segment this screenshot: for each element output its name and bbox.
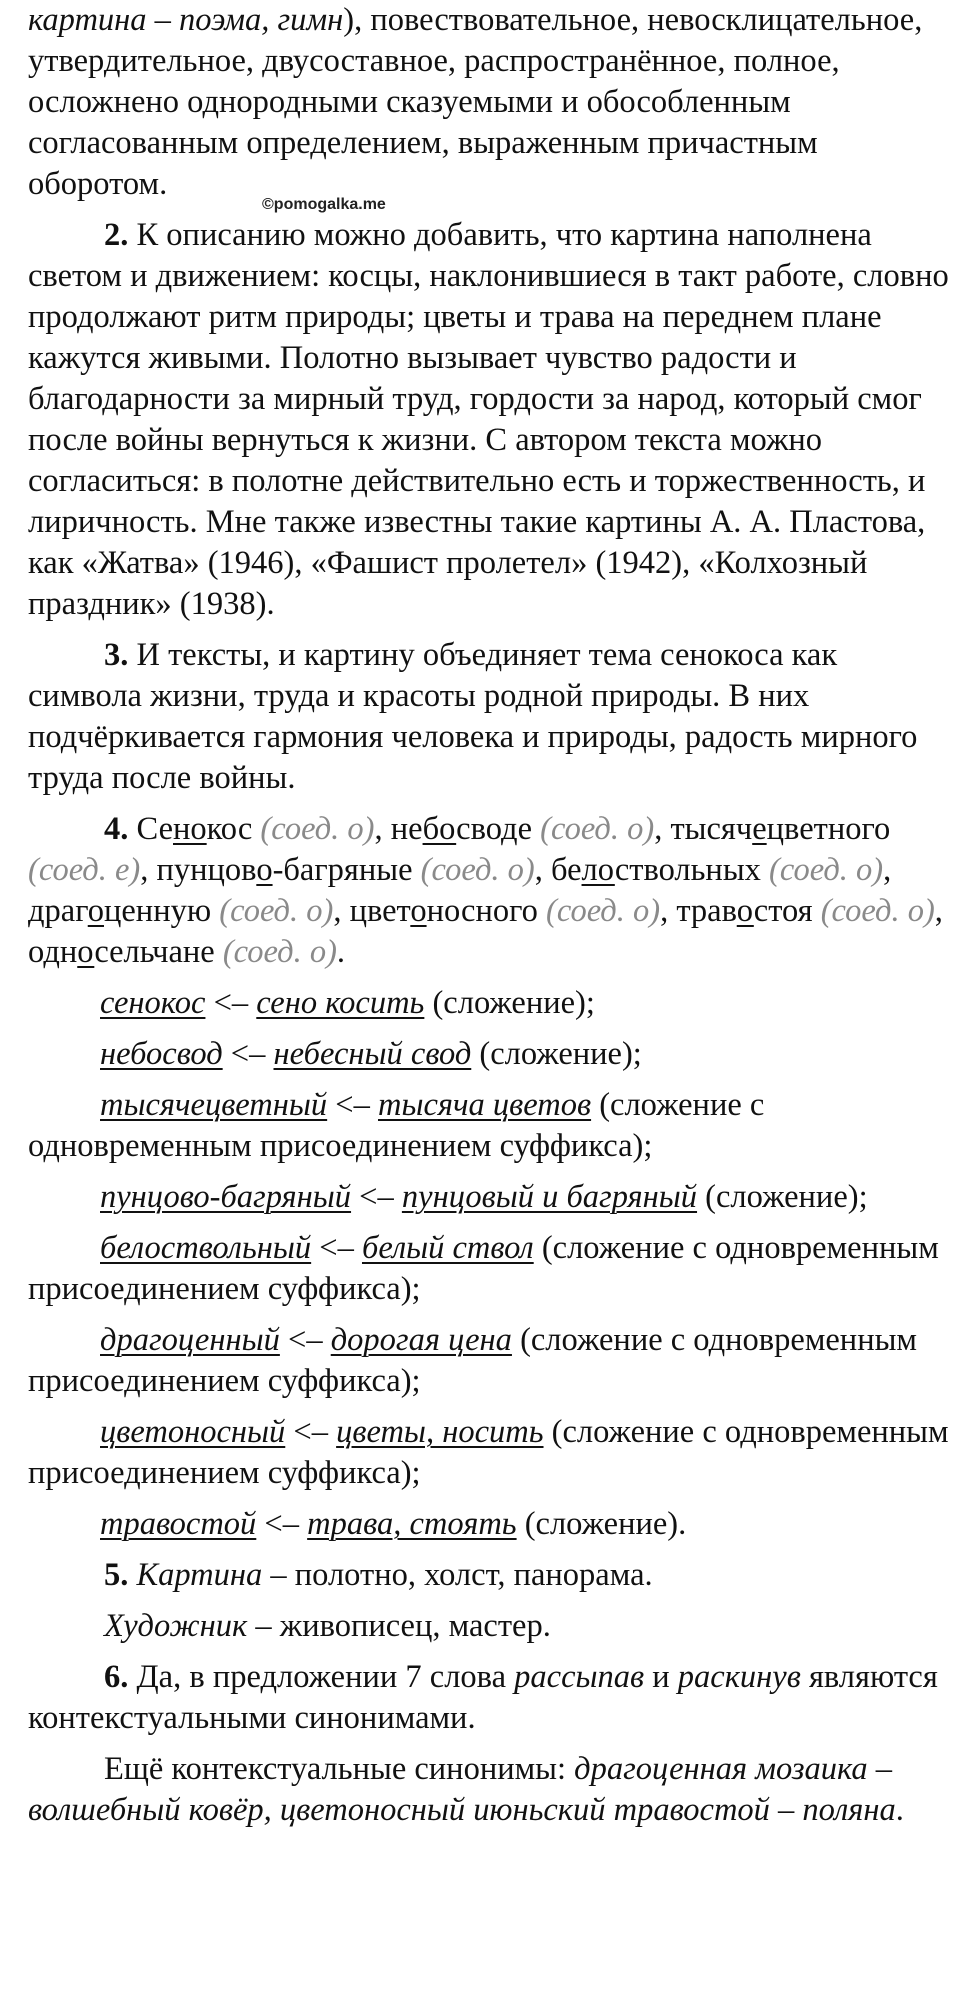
derivation-row: драгоценный <– дорогая цена (сложение с одновременным присоединением суффикса); (28, 1322, 917, 1399)
answer-5-synonyms-1: – полотно, холст, панорама. (262, 1557, 653, 1593)
word-tsvetonosnogo: цветоносного (349, 893, 538, 929)
intro-paragraph (28, 0, 952, 205)
source-words: цветы, носить (336, 1414, 544, 1450)
derivation-method: (сложение); (697, 1179, 868, 1215)
word-nebosvode: небосводе (390, 811, 532, 847)
note-5: (соед. о) (769, 852, 884, 888)
derivation-row: травостой <– трава, стоять (сложение). (100, 1506, 687, 1542)
answer-2 (28, 215, 952, 625)
answer-2-number: 2. (104, 217, 129, 253)
answer-5-word-2: Художник (104, 1608, 248, 1644)
answer-6-more: Ещё контекстуальные синонимы: драгоценная мозаика – волшебный ковёр, цветоносный июньский травостой – поляна. (28, 1751, 904, 1828)
answer-5-word-1: Картина (136, 1557, 263, 1593)
answer-4: 4. Сенокос (соед. о), небосводе (соед. о), тысячецветного (соед. е), пунцово-багряные (соед. о), белоствольных (соед. о), драгоценную (соед. о), цветоносного (соед. о), травостоя (соед. о), односельчане (соед. о). (28, 811, 943, 970)
note-3: (соед. е) (28, 852, 141, 888)
derivation-row: белоствольный <– белый ствол (сложение с одновременным присоединением суффикса); (28, 1230, 939, 1307)
derived-word: сенокос (100, 985, 206, 1021)
source-words: пунцовый и багряный (401, 1179, 698, 1215)
derived-word: травостой (100, 1506, 257, 1542)
source-words: дорогая цена (330, 1322, 512, 1358)
word-puntsovo-bagryanye: пунцово-багряные (156, 852, 413, 888)
answer-4-number: 4. (104, 811, 129, 847)
note-6: (соед. о) (219, 893, 334, 929)
word-belostvolnykh: белоствольных (550, 852, 761, 888)
answer-6: 6. Да, в предложении 7 слова рассыпав и раскинув являются контекстуальными синонимами. (28, 1659, 938, 1736)
derived-word: небосвод (100, 1036, 223, 1072)
word-tysyachetsvetnogo: тысячецветного (670, 811, 891, 847)
derivation-method: (сложение с одновременным присоединением суффикса); (28, 1414, 949, 1491)
derived-word: тысячецветный (100, 1087, 328, 1123)
derivation-method: (сложение); (471, 1036, 642, 1072)
answer-3 (28, 635, 952, 799)
answer-5-synonyms-2: – живописец, мастер. (247, 1608, 551, 1644)
derivation-row: пунцово-багряный <– пунцовый и багряный (сложение); (100, 1179, 868, 1215)
derivation-row: сенокос <– сено косить (сложение); (100, 985, 595, 1021)
note-8: (соед. о) (820, 893, 935, 929)
note-1: (соед. о) (260, 811, 375, 847)
answer-5 (28, 1555, 952, 1596)
derived-word: драгоценный (100, 1322, 280, 1358)
derivation-row: цветоносный <– цветы, носить (сложение с одновременным присоединением суффикса); (28, 1414, 949, 1491)
derived-word: цветоносный (100, 1414, 286, 1450)
intro-text: ), повествовательное, невосклицательное, утвердительное, двусоставное, распространённое, полное, осложнено однородными сказуемыми и обособленным согласованным определением, выраженным причастным оборотом. (28, 2, 923, 202)
source-words: тысяча цветов (378, 1087, 592, 1123)
note-7: (соед. о) (546, 893, 661, 929)
derivation-row: тысячецветный <– тысяча цветов (сложение с одновременным присоединением суффикса); (28, 1087, 765, 1164)
source-words: трава, стоять (307, 1506, 517, 1542)
document-page (28, 0, 952, 1841)
note-9: (соед. о) (222, 934, 337, 970)
word-dragotsennuyu: драгоценную (28, 893, 212, 929)
answer-5-line-2 (28, 1606, 952, 1647)
derivation-method: (сложение); (424, 985, 595, 1021)
source-words: белый ствол (361, 1230, 534, 1266)
derivation-method: (сложение). (516, 1506, 687, 1542)
derivation-method: (сложение с одновременным присоединением суффикса); (28, 1322, 917, 1399)
intro-italic: картина – поэма, гимн (28, 2, 344, 38)
word-senokos: Сенокос (128, 811, 253, 847)
derivation-method: (сложение с одновременным присоединением суффикса); (28, 1087, 765, 1164)
derivation-method: (сложение с одновременным присоединением суффикса); (28, 1230, 939, 1307)
answer-3-text: И тексты, и картину объединяет тема сенокоса как символа жизни, труда и красоты родной природы. В них подчёркивается гармония человека и природы, радость мирного труда после войны. (28, 637, 918, 796)
derived-word: пунцово-багряный (100, 1179, 352, 1215)
answer-2-text: К описанию можно добавить, что картина наполнена светом и движением: косцы, наклонившиеся в такт работе, словно продолжают ритм природы; цветы и трава на переднем плане кажутся живыми. Полотно вызывает чувство радости и благодарности за мирный труд, гордости за народ, который смог после войны вернуться к жизни. С автором текста можно согласиться: в полотне действительно есть и торжественность, и лиричность. Мне также известны такие картины А. А. Пластова, как «Жатва» (1946), «Фашист пролетел» (1942), «Колхозный праздник» (1938). (28, 217, 949, 622)
word-odnoselchane: односельчане (28, 934, 215, 970)
source-words: сено косить (256, 985, 425, 1021)
note-4: (соед. о) (420, 852, 535, 888)
answer-5-number: 5. (104, 1557, 129, 1593)
answer-6-number: 6. (104, 1659, 129, 1695)
source-words: небесный свод (273, 1036, 472, 1072)
watermark: ©pomogalka.me (262, 196, 386, 213)
answer-3-number: 3. (104, 637, 129, 673)
derivation-row: небосвод <– небесный свод (сложение); (100, 1036, 642, 1072)
word-travostoya: травостоя (676, 893, 813, 929)
note-2: (соед. о) (540, 811, 655, 847)
derived-word: белоствольный (100, 1230, 312, 1266)
